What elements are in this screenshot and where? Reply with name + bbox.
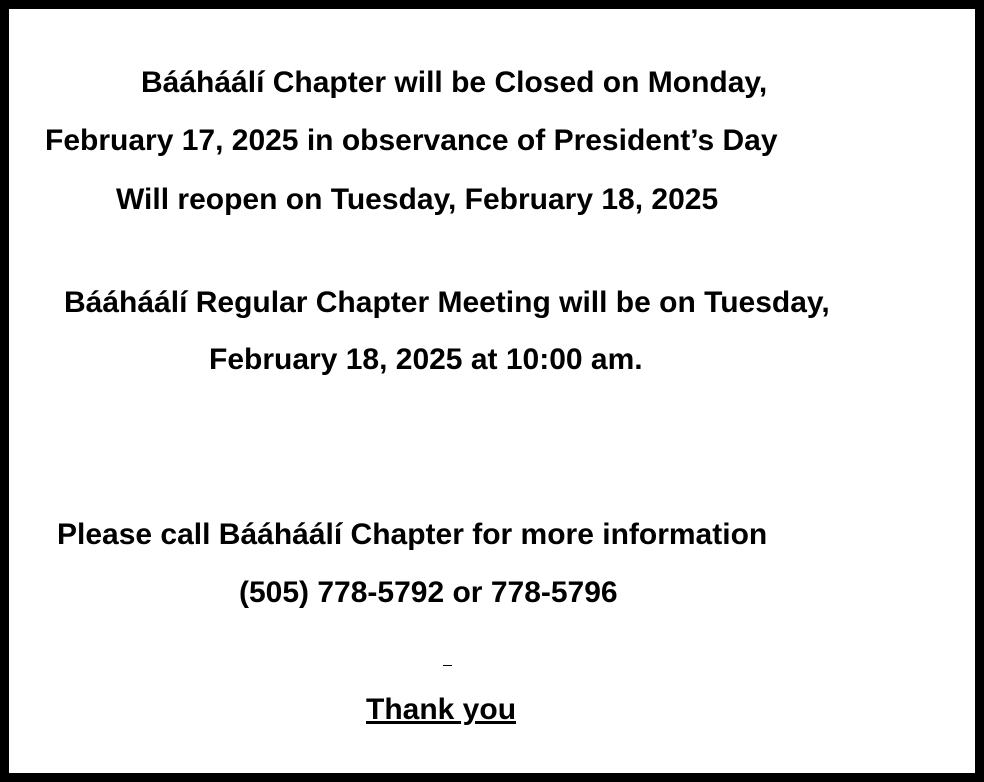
closure-notice-line-1: Bááháálí Chapter will be Closed on Monday, — [141, 66, 768, 99]
closure-notice-line-2: February 17, 2025 in observance of President’s Day — [45, 124, 778, 157]
meeting-notice-line-1: Bááháálí Regular Chapter Meeting will be on Tuesday, — [64, 286, 830, 319]
separator-mark — [443, 665, 452, 666]
meeting-notice-line-2: February 18, 2025 at 10:00 am. — [209, 343, 643, 376]
reopen-notice: Will reopen on Tuesday, February 18, 2025 — [116, 183, 719, 216]
thank-you-closing: Thank you — [366, 693, 517, 726]
contact-prompt: Please call Bááháálí Chapter for more information — [57, 518, 768, 551]
contact-phone-numbers: (505) 778-5792 or 778-5796 — [239, 576, 618, 609]
